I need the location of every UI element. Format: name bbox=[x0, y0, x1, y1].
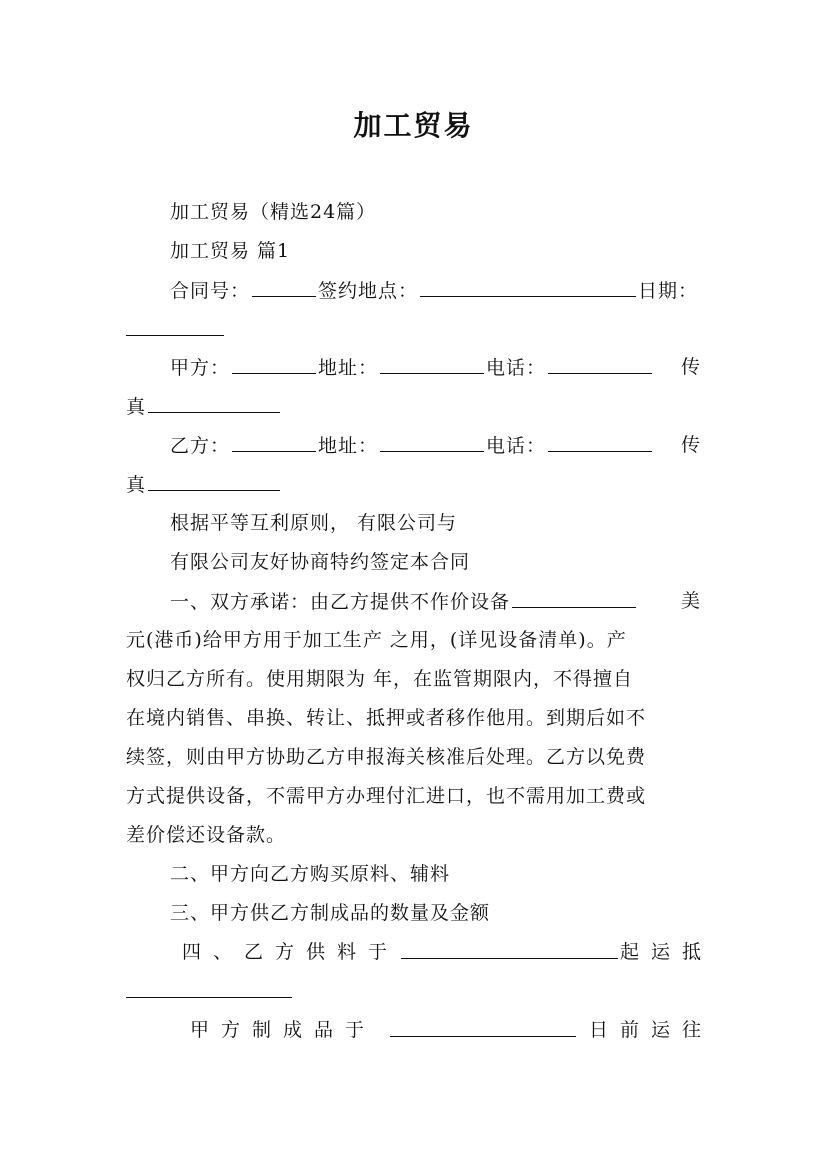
section-heading: 加工贸易 篇1 bbox=[170, 240, 291, 262]
clause-1-line-6: 方式提供设备，不需甲方办理付汇进口，也不需用加工费或 bbox=[126, 785, 647, 807]
date-blank bbox=[126, 317, 224, 336]
clause-4-text-a: 四、乙方供料于 bbox=[182, 941, 400, 963]
clause-4-text-d: 日前运往 bbox=[588, 1019, 713, 1041]
intro-line-1: 根据平等互利原则， 有限公司与 bbox=[170, 512, 458, 534]
party-b-address-blank bbox=[380, 433, 484, 452]
party-b-label: 乙方： bbox=[170, 435, 231, 457]
sign-place-label: 签约地点： bbox=[318, 280, 419, 302]
party-b-fax-label-2: 真 bbox=[126, 474, 147, 496]
clause-1-line-5: 续签，则由甲方协助乙方申报海关核准后处理。乙方以免费 bbox=[126, 746, 647, 768]
contract-header-line bbox=[126, 278, 701, 303]
party-a-fax-blank bbox=[148, 394, 280, 413]
party-b-address-label: 地址： bbox=[318, 435, 379, 457]
destination-blank bbox=[126, 979, 292, 998]
clause-4-text-b: 起运抵 bbox=[619, 941, 713, 963]
document-title: 加工贸易 bbox=[353, 109, 474, 142]
subtitle: 加工贸易（精选24篇） bbox=[170, 201, 377, 223]
party-a-address-label: 地址： bbox=[318, 357, 379, 379]
party-a-blank bbox=[232, 355, 316, 374]
clause-1-line-4: 在境内销售、串换、转让、抵押或者移作他用。到期后如不 bbox=[126, 707, 647, 729]
party-a-phone-blank bbox=[548, 355, 652, 374]
party-a-label: 甲方： bbox=[170, 357, 231, 379]
clause-1-currency: 美 bbox=[680, 590, 701, 612]
party-b-fax-blank bbox=[148, 472, 280, 491]
party-b-phone-label: 电话： bbox=[486, 435, 547, 457]
party-a-phone-label: 电话： bbox=[486, 357, 547, 379]
delivery-date-blank bbox=[390, 1018, 576, 1037]
contract-no-label: 合同号： bbox=[170, 280, 251, 302]
clause-1-text: 一、双方承诺：由乙方提供不作价设备 bbox=[170, 591, 511, 613]
party-b-blank bbox=[232, 433, 316, 452]
party-b-phone-blank bbox=[548, 433, 652, 452]
party-a-fax-label-2: 真 bbox=[126, 396, 147, 418]
clause-4-line-1 bbox=[126, 940, 713, 964]
date-label: 日期： bbox=[638, 280, 699, 302]
contract-no-blank bbox=[252, 278, 316, 297]
clause-4-line-3 bbox=[126, 1018, 713, 1042]
party-a-fax-label: 传 bbox=[680, 356, 701, 378]
clause-2: 二、甲方向乙方购买原料、辅料 bbox=[170, 863, 451, 885]
clause-4-text-c: 甲方制成品于 bbox=[190, 1019, 377, 1041]
party-b-line bbox=[126, 433, 701, 458]
clause-3: 三、甲方供乙方制成品的数量及金额 bbox=[170, 902, 491, 924]
party-b-fax-line bbox=[126, 472, 282, 497]
party-a-line bbox=[126, 355, 701, 380]
sign-place-blank bbox=[420, 278, 636, 297]
clause-1-line-1 bbox=[126, 589, 701, 614]
date-blank-line bbox=[126, 317, 224, 342]
clause-1-line-7: 差价偿还设备款。 bbox=[126, 824, 287, 846]
supply-place-blank bbox=[401, 940, 618, 959]
equipment-value-blank bbox=[512, 589, 636, 608]
party-a-fax-line bbox=[126, 394, 282, 419]
clause-4-line-2 bbox=[126, 979, 292, 1004]
intro-line-2: 有限公司友好协商特约签定本合同 bbox=[170, 551, 471, 573]
party-a-address-blank bbox=[380, 355, 484, 374]
clause-1-line-2: 元(港币)给甲方用于加工生产 之用，(详见设备清单)。产 bbox=[126, 629, 627, 651]
clause-1-line-3: 权归乙方所有。使用期限为 年，在监管期限内，不得擅自 bbox=[126, 668, 634, 690]
party-b-fax-label: 传 bbox=[680, 434, 701, 456]
